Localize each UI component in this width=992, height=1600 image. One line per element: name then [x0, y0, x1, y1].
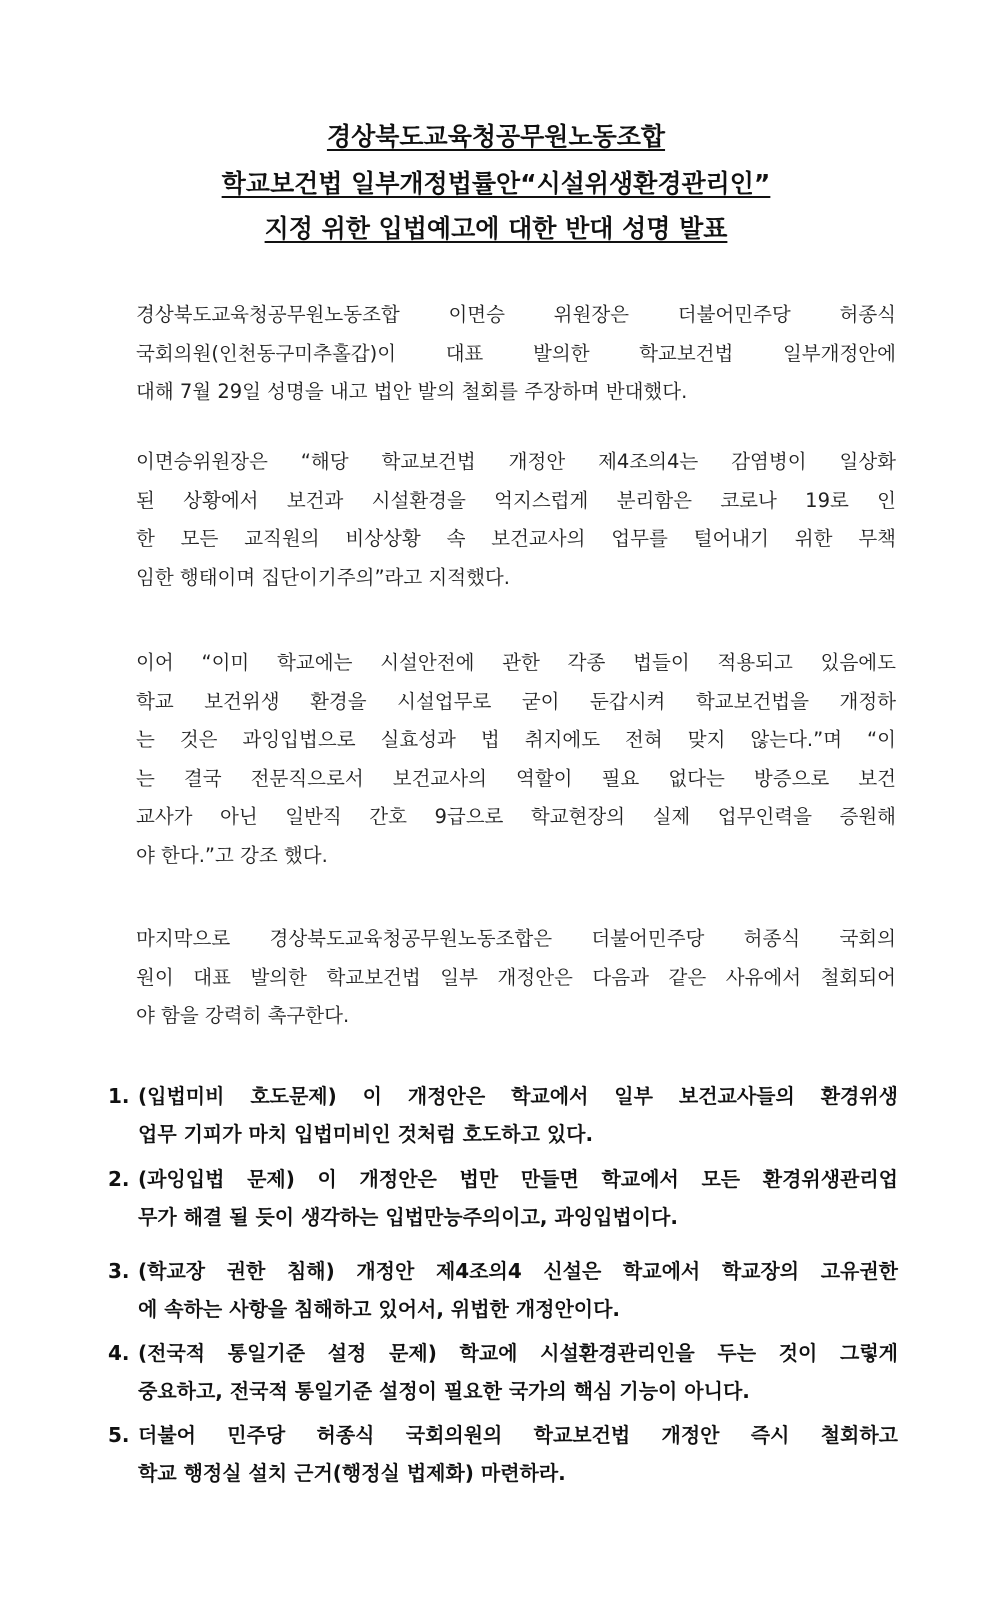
- paragraph-line: 임한 행태이며 집단이기주의”라고 지적했다.: [136, 565, 510, 589]
- paragraph-conclusion: [136, 920, 896, 1036]
- paragraph-line: 한 모든 교직원의 비상상황 속 보건교사의 업무를 털어내기 위한 무책: [136, 527, 896, 550]
- paragraph-line: 는 것은 과잉입법으로 실효성과 법 취지에도 전혀 맞지 않는다.”며 “이: [136, 728, 896, 751]
- list-item-number: 5.: [108, 1423, 130, 1447]
- list-item-number: 2.: [108, 1167, 130, 1191]
- title-line-1: 경상북도교육청공무원노동조합: [326, 122, 666, 151]
- list-item-line: (과잉입법 문제) 이 개정안은 법만 만들면 학교에서 모든 환경위생관리업: [138, 1167, 898, 1191]
- list-item-line: 업무 기피가 마치 입법미비인 것처럼 호도하고 있다.: [138, 1122, 594, 1146]
- paragraph-line: 마지막으로 경상북도교육청공무원노동조합은 더불어민주당 허종식 국회의: [136, 927, 896, 950]
- list-item-line: 에 속하는 사항을 침해하고 있어서, 위법한 개정안이다.: [138, 1297, 621, 1321]
- list-item: [108, 1252, 898, 1328]
- list-item: [108, 1334, 898, 1410]
- paragraph-line: 된 상황에서 보건과 시설환경을 억지스럽게 분리함은 코로나 19로 인: [136, 488, 896, 512]
- paragraph-line: 야 한다.”고 강조 했다.: [136, 843, 328, 867]
- list-item-line: (학교장 권한 침해) 개정안 제4조의4 신설은 학교에서 학교장의 고유권한: [138, 1259, 898, 1283]
- list-item-number: 1.: [108, 1084, 130, 1108]
- title-line-2: 학교보건법 일부개정법률안“시설위생환경관리인”: [221, 169, 771, 198]
- paragraph-statement-2: [136, 644, 896, 875]
- list-item: [108, 1160, 898, 1236]
- list-item-line: 무가 해결 될 듯이 생각하는 입법만능주의이고, 과잉입법이다.: [138, 1205, 678, 1229]
- title-line-3: 지정 위한 입법예고에 대한 반대 성명 발표: [264, 214, 728, 243]
- paragraph-statement-1: [136, 443, 896, 597]
- list-item-number: 3.: [108, 1259, 130, 1283]
- paragraph-line: 원이 대표 발의한 학교보건법 일부 개정안은 다음과 같은 사유에서 철회되어: [136, 965, 896, 989]
- paragraph-line: 국회의원(인천동구미추홀갑)이 대표 발의한 학교보건법 일부개정안에: [136, 341, 896, 365]
- paragraph-line: 는 결국 전문직으로서 보건교사의 역할이 필요 없다는 방증으로 보건: [136, 766, 896, 790]
- paragraph-line: 이어 “이미 학교에는 시설안전에 관한 각종 법들이 적용되고 있음에도: [136, 651, 896, 674]
- list-item-line: 중요하고, 전국적 통일기준 설정이 필요한 국가의 핵심 기능이 아니다.: [138, 1379, 750, 1403]
- list-item-number: 4.: [108, 1341, 130, 1365]
- paragraph-line: 이면승위원장은 “해당 학교보건법 개정안 제4조의4는 감염병이 일상화: [136, 450, 896, 473]
- list-item: [108, 1416, 898, 1492]
- paragraph-line: 경상북도교육청공무원노동조합 이면승 위원장은 더불어민주당 허종식: [136, 303, 896, 326]
- list-item-line: 학교 행정실 설치 근거(행정실 법제화) 마련하라.: [138, 1461, 566, 1485]
- list-item-line: (전국적 통일기준 설정 문제) 학교에 시설환경관리인을 두는 것이 그렇게: [138, 1341, 898, 1365]
- paragraph-line: 대해 7월 29일 성명을 내고 법안 발의 철회를 주장하며 반대했다.: [136, 380, 688, 403]
- list-item: [108, 1077, 898, 1153]
- paragraph-line: 야 함을 강력히 촉구한다.: [136, 1004, 350, 1027]
- paragraph-line: 학교 보건위생 환경을 시설업무로 굳이 둔갑시켜 학교보건법을 개정하: [136, 689, 896, 713]
- paragraph-intro: [136, 296, 896, 412]
- list-item-line: (입법미비 호도문제) 이 개정안은 학교에서 일부 보건교사들의 환경위생: [138, 1084, 898, 1108]
- list-item-line: 더불어 민주당 허종식 국회의원의 학교보건법 개정안 즉시 철회하고: [138, 1423, 898, 1447]
- paragraph-line: 교사가 아닌 일반직 간호 9급으로 학교현장의 실제 업무인력을 증원해: [136, 805, 896, 828]
